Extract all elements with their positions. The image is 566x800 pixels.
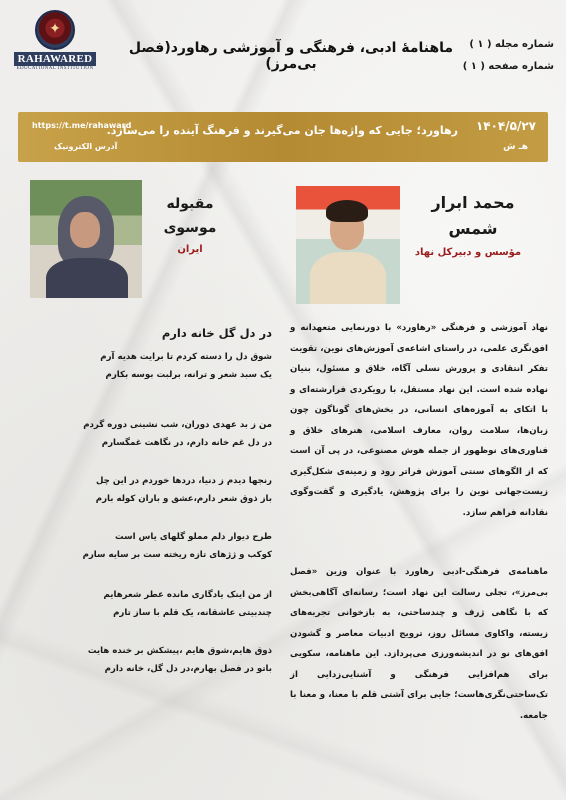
poem-title: در دل گل خانه دارم — [161, 326, 272, 340]
magazine-title: ماهنامهٔ ادبی، فرهنگی و آموزشی رهاورد(فصل بی‌مرز) — [128, 40, 454, 72]
founder-paragraph-2: ماهنامه‌ی فرهنگی-ادبی رهاورد با عنوان وزین «فصل بی‌مرز»، تجلی رسالت این نهاد است؛ رسانه‌ای آگاهی‌بخش که با نگاهی ژرف و چندساحتی، به بازخوانی تجربه‌های زیسته، واکاوی مسائل روز، ترویج ادبیات معاصر و گشودن افق‌های نو در اندیشه‌ورزی می‌پردازد. این ماهنامه، سکویی برای هم‌افزایی فرهنگی و آشنایی‌زدایی از تک‌ساحتی‌نگری‌هاست؛ جایی برای آشتی قلم با معنا، و معنا با جامعه. — [290, 567, 548, 721]
page-number: شماره صفحه ( ۱ ) — [462, 61, 554, 72]
issue-info — [463, 34, 554, 78]
date-suffix: هـ ش — [503, 142, 528, 152]
issue-number: شماره مجله ( ۱ ) — [469, 39, 554, 50]
poet-country: ایران — [177, 244, 203, 255]
poet-photo — [30, 180, 142, 298]
poet-name: مقبوله موسوی — [163, 196, 217, 236]
issue-date: ۱۴۰۴/۵/۲۷ — [475, 119, 536, 133]
slogan: رهاورد؛ جایی که واژه‌ها جان می‌گیرند و فرهنگ آینده را می‌سازد. — [106, 124, 458, 137]
poem-stanza: طرح دیوار دلم مملو گلهای یاس است کوکب و ژژهای تازه ریخته ست بر سایه سارم — [82, 532, 272, 560]
poem-stanza: شوق دل را دسته کردم تا برایت هدیه آرم یک سبد شعر و ترانه، برلبت بوسه بکارم — [100, 352, 272, 380]
logo-subtitle: EDUCATIONAL INSTITUTION — [16, 66, 94, 71]
poem-stanza: من ز بد عهدی دوران، شب نشینی دوره گردم در دل غم خانه دارم، در نگاهت غمگسارم — [83, 420, 272, 448]
emblem-icon — [35, 10, 75, 50]
founder-role: مؤسس و دبیرکل نهاد — [414, 247, 522, 258]
poem-stanza: رنجها دیدم ز دنیا، دردها خوردم در این چل باز ذوق شعر دارم،عشق و باران کوله بارم — [95, 476, 272, 504]
header — [0, 0, 566, 110]
banner — [18, 112, 548, 162]
logo-name: RAHAWARED — [14, 52, 97, 66]
link-label: آدرس الکترونیک — [54, 142, 118, 151]
founder-name: محمد ابرار شمس — [431, 193, 515, 238]
founder-paragraph-1: نهاد آموزشی و فرهنگی «رهاورد» با دورنمایی متعهدانه و افق‌نگری علمی، در راستای اشاعه‌ی آموزش‌های نوین، تقویت تفکر انتقادی و پرورش نسلی آگاه، خلاق و مسئول، بنیان نهاده شده است. این نهاد مستقل، با رویکردی فرارشته‌ای و با اتکای به آموزه‌های انسانی، در بخش‌های گوناگون چون زبان‌ها، سلامت روان، معارف اسلامی، هنرهای خلاق و فناوری‌های نوظهور از جمله هوش مصنوعی، در پی آن است که از الگوهای سنتی آموزش فراتر رود و زمینه‌ی شکل‌گیری زیست‌جهانی نوین را برای پژوهش، یادگیری و گفت‌وگوی نقادانه فراهم سازد. — [290, 323, 548, 518]
poem-stanza: ذوق هایم،شوق هایم ،پیشکش بر خنده هایت باتو در فصل بهارم،در دل گل، خانه دارم — [87, 646, 272, 674]
founder-photo — [296, 186, 400, 304]
telegram-link[interactable]: https://t.me/rahaward — [32, 121, 132, 130]
logo — [6, 10, 104, 76]
poem-stanza: از من اینک یادگاری مانده عطر شعرهایم چندبیتی عاشقانه، یک قلم با ساز تارم — [103, 590, 272, 618]
